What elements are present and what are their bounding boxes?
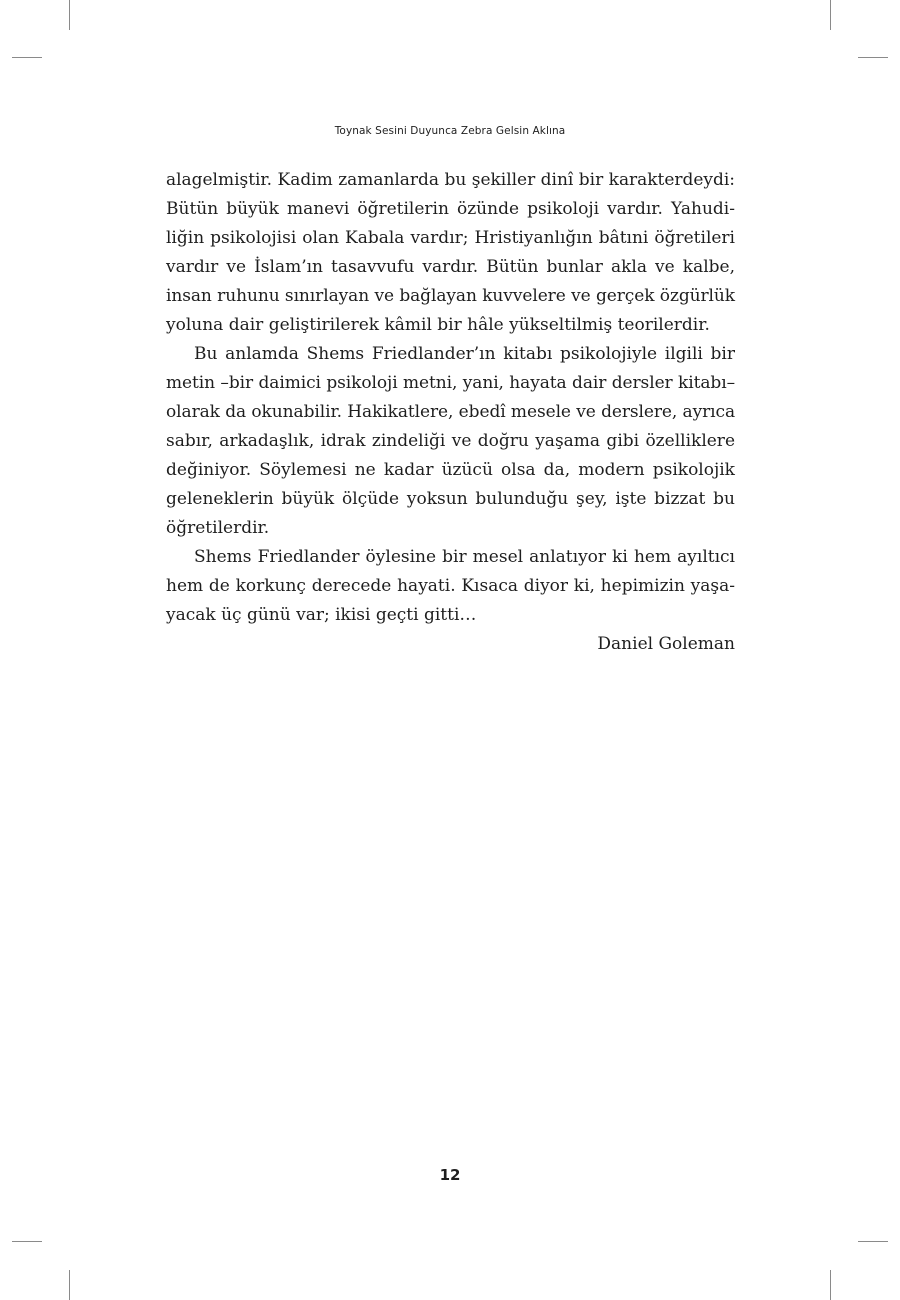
text-line: yacak üç günü var; ikisi geçti gitti… xyxy=(166,605,477,625)
paragraph xyxy=(166,543,735,630)
text-line: insan ruhunu sınırlayan ve bağlayan kuvvelere ve gerçek özgürlük xyxy=(166,286,735,306)
body-text xyxy=(166,166,735,659)
text-line: alagelmiştir. Kadim zamanlarda bu şekiller dinî bir karakterdeydi: xyxy=(166,170,735,190)
text-line: Bu anlamda Shems Friedlander’ın kitabı psikolojiyle ilgili bir xyxy=(194,344,735,364)
crop-mark-top-right-vertical xyxy=(830,0,831,30)
signature: Daniel Goleman xyxy=(597,634,735,654)
text-line: sabır, arkadaşlık, idrak zindeliği ve doğru yaşama gibi özelliklere xyxy=(166,431,735,451)
crop-mark-bottom-right-horizontal xyxy=(858,1241,888,1242)
text-line: Shems Friedlander öylesine bir mesel anlatıyor ki hem ayıltıcı xyxy=(194,547,735,567)
crop-mark-top-right-horizontal xyxy=(858,57,888,58)
crop-mark-bottom-left-vertical xyxy=(69,1270,70,1300)
text-line: liğin psikolojisi olan Kabala vardır; Hristiyanlığın bâtıni öğretileri xyxy=(166,228,735,248)
text-line: olarak da okunabilir. Hakikatlere, ebedî mesele ve derslere, ayrıca xyxy=(166,402,736,422)
text-line: Bütün büyük manevi öğretilerin özünde psikoloji vardır. Yahudi- xyxy=(166,199,735,219)
text-line: öğretilerdir. xyxy=(166,518,270,538)
page-number: 12 xyxy=(439,1166,461,1184)
crop-mark-top-left-horizontal xyxy=(12,57,42,58)
running-head: Toynak Sesini Duyunca Zebra Gelsin Aklına xyxy=(334,125,566,137)
crop-mark-bottom-right-vertical xyxy=(830,1270,831,1300)
text-line: vardır ve İslam’ın tasavvufu vardır. Bütün bunlar akla ve kalbe, xyxy=(166,257,735,277)
paragraph xyxy=(166,166,735,340)
crop-mark-top-left-vertical xyxy=(69,0,70,30)
text-line: hem de korkunç derecede hayati. Kısaca diyor ki, hepimizin yaşa- xyxy=(166,576,735,596)
crop-mark-bottom-left-horizontal xyxy=(12,1241,42,1242)
paragraph xyxy=(166,340,735,543)
text-line: değiniyor. Söylemesi ne kadar üzücü olsa da, modern psikolojik xyxy=(166,460,735,480)
text-line: yoluna dair geliştirilerek kâmil bir hâle yükseltilmiş teorilerdir. xyxy=(166,315,710,335)
text-line: geleneklerin büyük ölçüde yoksun bulunduğu şey, işte bizzat bu xyxy=(166,489,735,509)
text-line: metin –bir daimici psikoloji metni, yani, hayata dair dersler kitabı– xyxy=(166,373,735,393)
